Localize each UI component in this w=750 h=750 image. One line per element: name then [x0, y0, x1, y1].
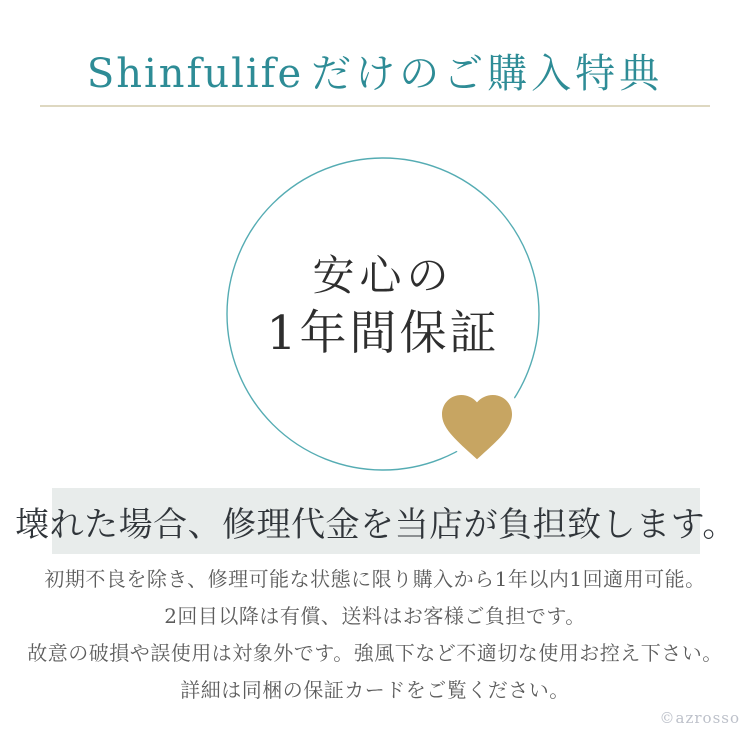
- fine-print-line-1: 初期不良を除き、修理可能な状態に限り購入から1年以内1回適用可能。: [44, 567, 706, 591]
- fine-print: [0, 561, 750, 709]
- fine-print-line-2: 2回目以降は有償、送料はお客様ご負担です。: [164, 604, 586, 628]
- guarantee-banner-text: 壊れた場合、修理代金を当店が負担致します。: [15, 504, 737, 545]
- brand-name: Shinfulife: [86, 51, 304, 97]
- heart-icon: [442, 395, 512, 459]
- badge-line-warranty: 1年間保証: [266, 306, 500, 361]
- fine-print-line-3: 故意の破損や誤使用は対象外です。強風下など不適切な使用お控え下さい。: [27, 641, 723, 665]
- guarantee-banner: [15, 488, 737, 554]
- header-suffix-text: だけのご購入特典: [311, 51, 664, 97]
- watermark-credit: ©azrosso: [659, 709, 740, 727]
- badge-line-ansin: 安心の: [312, 251, 454, 300]
- guarantee-badge-text: [183, 253, 583, 359]
- fine-print-line-4: 詳細は同梱の保証カードをご覧ください。: [180, 678, 570, 702]
